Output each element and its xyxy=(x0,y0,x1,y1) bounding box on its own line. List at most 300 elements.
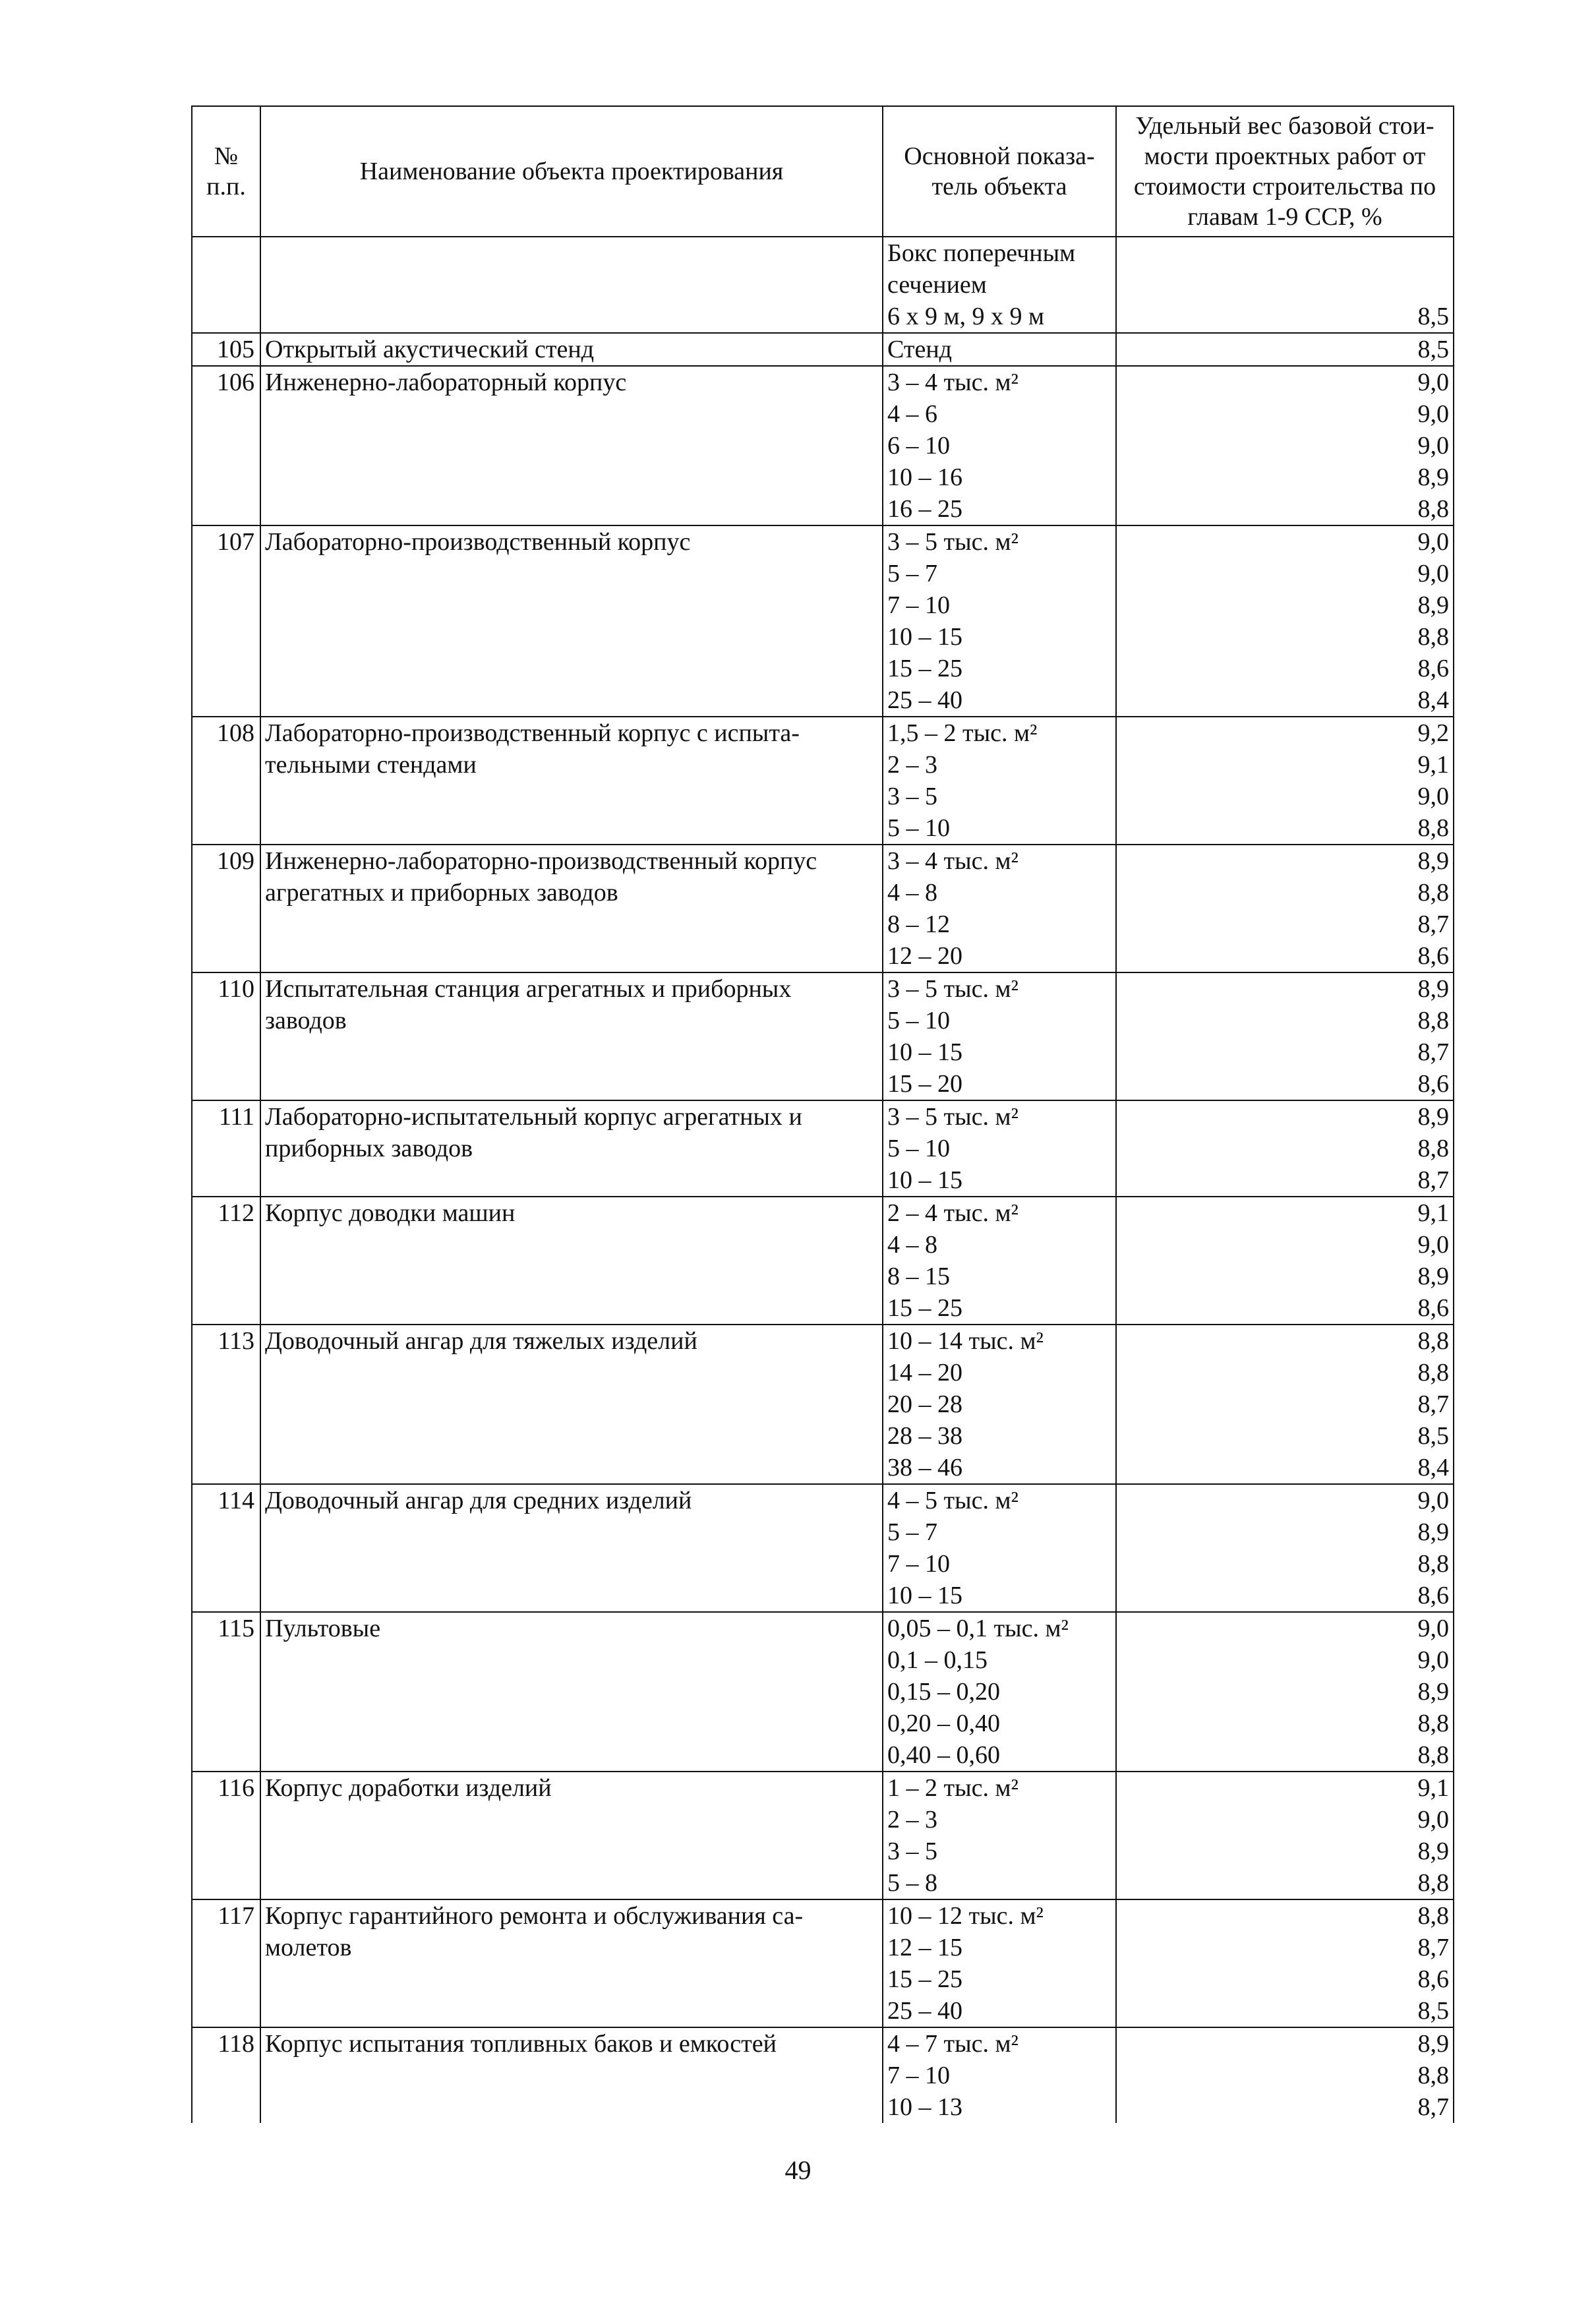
row-indicator: 16 – 25 xyxy=(883,493,1116,525)
row-indicator: 3 – 5 тыс. м² xyxy=(883,972,1116,1005)
row-number: 115 xyxy=(192,1612,260,1644)
row-number xyxy=(192,558,260,589)
row-number xyxy=(192,1804,260,1835)
row-number xyxy=(192,301,260,333)
table-header-row xyxy=(192,106,1454,237)
row-name xyxy=(260,2060,883,2091)
row-indicator: 25 – 40 xyxy=(883,684,1116,717)
row-indicator: 2 – 3 xyxy=(883,749,1116,781)
table-row xyxy=(192,781,1454,812)
row-share: 8,8 xyxy=(1116,1548,1454,1580)
row-name xyxy=(260,1516,883,1548)
row-share: 9,0 xyxy=(1116,525,1454,558)
row-number xyxy=(192,1388,260,1420)
row-name xyxy=(260,684,883,717)
table-row xyxy=(192,749,1454,781)
table-row xyxy=(192,1036,1454,1068)
row-name xyxy=(260,1261,883,1292)
table-row xyxy=(192,1357,1454,1388)
table-row xyxy=(192,1644,1454,1676)
row-indicator: 1 – 2 тыс. м² xyxy=(883,1772,1116,1804)
row-indicator: 10 – 12 тыс. м² xyxy=(883,1899,1116,1932)
row-number xyxy=(192,812,260,845)
row-share: 8,9 xyxy=(1116,462,1454,493)
row-name xyxy=(260,812,883,845)
row-number xyxy=(192,1739,260,1772)
header-num: № п.п. xyxy=(192,106,260,237)
row-number xyxy=(192,1357,260,1388)
table-row xyxy=(192,430,1454,462)
row-name: Открытый акустический стенд xyxy=(260,333,883,366)
row-share: 8,6 xyxy=(1116,1963,1454,1995)
row-share: 8,6 xyxy=(1116,653,1454,684)
row-share: 8,9 xyxy=(1116,1676,1454,1708)
row-indicator: 20 – 28 xyxy=(883,1388,1116,1420)
table-row xyxy=(192,589,1454,621)
row-share: 8,8 xyxy=(1116,877,1454,909)
table-row xyxy=(192,2027,1454,2060)
row-share: 9,0 xyxy=(1116,366,1454,398)
row-share: 8,4 xyxy=(1116,684,1454,717)
row-share: 8,6 xyxy=(1116,940,1454,972)
row-name: приборных заводов xyxy=(260,1133,883,1164)
row-number xyxy=(192,1420,260,1452)
design-cost-table xyxy=(191,105,1454,2123)
row-number xyxy=(192,1229,260,1261)
row-share: 8,9 xyxy=(1116,972,1454,1005)
row-share: 8,5 xyxy=(1116,1995,1454,2027)
row-share: 9,1 xyxy=(1116,1197,1454,1229)
table-row xyxy=(192,2091,1454,2123)
table-row xyxy=(192,812,1454,845)
row-share: 9,0 xyxy=(1116,398,1454,430)
row-name xyxy=(260,237,883,269)
table-row xyxy=(192,333,1454,366)
row-name: Корпус доработки изделий xyxy=(260,1772,883,1804)
row-number xyxy=(192,1452,260,1484)
row-number: 109 xyxy=(192,845,260,877)
table-row xyxy=(192,2060,1454,2091)
table-row xyxy=(192,1739,1454,1772)
table-row xyxy=(192,493,1454,525)
row-name xyxy=(260,589,883,621)
row-name xyxy=(260,1357,883,1388)
table-row xyxy=(192,462,1454,493)
row-indicator: 5 – 10 xyxy=(883,1133,1116,1164)
row-indicator: 7 – 10 xyxy=(883,1548,1116,1580)
row-name xyxy=(260,1292,883,1325)
row-indicator: 3 – 5 xyxy=(883,781,1116,812)
row-number xyxy=(192,237,260,269)
row-share: 8,7 xyxy=(1116,2091,1454,2123)
table-row xyxy=(192,972,1454,1005)
table-row xyxy=(192,1388,1454,1420)
row-indicator: 7 – 10 xyxy=(883,2060,1116,2091)
row-share: 8,5 xyxy=(1116,301,1454,333)
row-number xyxy=(192,940,260,972)
row-indicator: 5 – 10 xyxy=(883,812,1116,845)
row-share: 8,6 xyxy=(1116,1068,1454,1100)
row-share xyxy=(1116,269,1454,301)
table-row xyxy=(192,366,1454,398)
row-share xyxy=(1116,237,1454,269)
row-number: 111 xyxy=(192,1100,260,1133)
row-indicator: 4 – 7 тыс. м² xyxy=(883,2027,1116,2060)
table-row xyxy=(192,1452,1454,1484)
row-indicator: 10 – 14 тыс. м² xyxy=(883,1325,1116,1357)
row-number: 117 xyxy=(192,1899,260,1932)
row-name: заводов xyxy=(260,1005,883,1036)
row-share: 8,9 xyxy=(1116,845,1454,877)
row-share: 8,8 xyxy=(1116,1739,1454,1772)
row-indicator: 10 – 15 xyxy=(883,621,1116,653)
row-number xyxy=(192,621,260,653)
row-number xyxy=(192,589,260,621)
row-share: 8,9 xyxy=(1116,1100,1454,1133)
row-share: 9,0 xyxy=(1116,781,1454,812)
table-row xyxy=(192,717,1454,749)
row-share: 8,8 xyxy=(1116,2060,1454,2091)
row-name xyxy=(260,1420,883,1452)
row-name xyxy=(260,1804,883,1835)
table-row xyxy=(192,1100,1454,1133)
row-name xyxy=(260,940,883,972)
row-share: 8,9 xyxy=(1116,1261,1454,1292)
row-indicator: 2 – 3 xyxy=(883,1804,1116,1835)
row-indicator: 0,1 – 0,15 xyxy=(883,1644,1116,1676)
row-number xyxy=(192,1835,260,1867)
row-number xyxy=(192,1644,260,1676)
row-indicator: 12 – 15 xyxy=(883,1932,1116,1963)
row-name xyxy=(260,1867,883,1899)
row-indicator: 10 – 15 xyxy=(883,1036,1116,1068)
row-name xyxy=(260,430,883,462)
table-row xyxy=(192,1867,1454,1899)
table-row xyxy=(192,301,1454,333)
row-name xyxy=(260,398,883,430)
row-indicator: 3 – 4 тыс. м² xyxy=(883,366,1116,398)
row-indicator: 8 – 15 xyxy=(883,1261,1116,1292)
table-row xyxy=(192,558,1454,589)
row-number xyxy=(192,909,260,940)
table-row xyxy=(192,525,1454,558)
row-share: 8,6 xyxy=(1116,1580,1454,1612)
row-indicator: 38 – 46 xyxy=(883,1452,1116,1484)
row-share: 8,8 xyxy=(1116,1708,1454,1739)
row-name: Корпус доводки машин xyxy=(260,1197,883,1229)
row-indicator: Стенд xyxy=(883,333,1116,366)
table-row xyxy=(192,1516,1454,1548)
table-row xyxy=(192,1899,1454,1932)
table-row xyxy=(192,845,1454,877)
row-name: Испытательная станция агрегатных и приборных xyxy=(260,972,883,1005)
row-name xyxy=(260,1963,883,1995)
row-share: 8,9 xyxy=(1116,2027,1454,2060)
row-share: 8,7 xyxy=(1116,1164,1454,1197)
row-indicator: 6 – 10 xyxy=(883,430,1116,462)
row-name xyxy=(260,301,883,333)
row-name xyxy=(260,1995,883,2027)
row-share: 9,1 xyxy=(1116,1772,1454,1804)
row-number xyxy=(192,877,260,909)
row-name: Лабораторно-производственный корпус с испыта- xyxy=(260,717,883,749)
row-name: Инженерно-лабораторно-производственный корпус xyxy=(260,845,883,877)
row-name xyxy=(260,493,883,525)
header-indicator: Основной показа-тель объекта xyxy=(883,106,1116,237)
row-number xyxy=(192,1068,260,1100)
row-name xyxy=(260,1068,883,1100)
row-number: 107 xyxy=(192,525,260,558)
row-name xyxy=(260,1548,883,1580)
row-indicator: 15 – 25 xyxy=(883,1963,1116,1995)
row-name xyxy=(260,1676,883,1708)
row-share: 8,7 xyxy=(1116,1036,1454,1068)
row-name xyxy=(260,2091,883,2123)
table-row xyxy=(192,1548,1454,1580)
table-row xyxy=(192,1932,1454,1963)
row-name: Пультовые xyxy=(260,1612,883,1644)
row-name: Лабораторно-производственный корпус xyxy=(260,525,883,558)
table-row xyxy=(192,1133,1454,1164)
row-share: 8,8 xyxy=(1116,493,1454,525)
row-indicator: 3 – 5 тыс. м² xyxy=(883,525,1116,558)
row-number xyxy=(192,653,260,684)
row-indicator: 4 – 8 xyxy=(883,877,1116,909)
row-number: 112 xyxy=(192,1197,260,1229)
row-name xyxy=(260,781,883,812)
row-indicator: 0,05 – 0,1 тыс. м² xyxy=(883,1612,1116,1644)
row-name xyxy=(260,653,883,684)
row-share: 9,0 xyxy=(1116,1644,1454,1676)
row-number xyxy=(192,1963,260,1995)
row-indicator: 15 – 20 xyxy=(883,1068,1116,1100)
row-name xyxy=(260,269,883,301)
table-row xyxy=(192,1292,1454,1325)
table-row xyxy=(192,1708,1454,1739)
row-share: 8,6 xyxy=(1116,1292,1454,1325)
row-name xyxy=(260,1036,883,1068)
row-share: 8,8 xyxy=(1116,1899,1454,1932)
row-indicator: 28 – 38 xyxy=(883,1420,1116,1452)
row-indicator: 12 – 20 xyxy=(883,940,1116,972)
row-name: Корпус гарантийного ремонта и обслуживания са- xyxy=(260,1899,883,1932)
table-row xyxy=(192,1835,1454,1867)
row-indicator: сечением xyxy=(883,269,1116,301)
row-share: 8,8 xyxy=(1116,1005,1454,1036)
row-name xyxy=(260,1452,883,1484)
row-number xyxy=(192,1292,260,1325)
table-row xyxy=(192,684,1454,717)
row-name xyxy=(260,1708,883,1739)
row-number: 113 xyxy=(192,1325,260,1357)
row-indicator: 15 – 25 xyxy=(883,1292,1116,1325)
row-indicator: 10 – 16 xyxy=(883,462,1116,493)
row-name xyxy=(260,1644,883,1676)
table-row xyxy=(192,1261,1454,1292)
row-number xyxy=(192,1708,260,1739)
row-number xyxy=(192,749,260,781)
row-indicator: 14 – 20 xyxy=(883,1357,1116,1388)
row-number: 118 xyxy=(192,2027,260,2060)
table-row xyxy=(192,398,1454,430)
row-share: 8,8 xyxy=(1116,1325,1454,1357)
row-share: 8,4 xyxy=(1116,1452,1454,1484)
table-row xyxy=(192,1197,1454,1229)
row-name: Инженерно-лабораторный корпус xyxy=(260,366,883,398)
row-name: Доводочный ангар для средних изделий xyxy=(260,1484,883,1516)
table-row xyxy=(192,1772,1454,1804)
row-number: 116 xyxy=(192,1772,260,1804)
header-share: Удельный вес базовой стои-мости проектных работ от стоимости строительства по главам 1-9 ССР, % xyxy=(1116,106,1454,237)
row-number xyxy=(192,462,260,493)
table-row xyxy=(192,1484,1454,1516)
row-share: 9,0 xyxy=(1116,1229,1454,1261)
row-share: 8,9 xyxy=(1116,589,1454,621)
table-row xyxy=(192,1995,1454,2027)
row-number xyxy=(192,2060,260,2091)
row-share: 8,7 xyxy=(1116,1388,1454,1420)
row-share: 8,5 xyxy=(1116,1420,1454,1452)
table-row xyxy=(192,1164,1454,1197)
row-name xyxy=(260,1835,883,1867)
row-indicator: 7 – 10 xyxy=(883,589,1116,621)
table-row xyxy=(192,653,1454,684)
table-row xyxy=(192,621,1454,653)
row-name xyxy=(260,909,883,940)
table-row xyxy=(192,1229,1454,1261)
table-row xyxy=(192,1068,1454,1100)
row-indicator: 10 – 15 xyxy=(883,1580,1116,1612)
row-number xyxy=(192,1036,260,1068)
row-number: 110 xyxy=(192,972,260,1005)
row-indicator: 5 – 10 xyxy=(883,1005,1116,1036)
row-share: 9,2 xyxy=(1116,717,1454,749)
table-row xyxy=(192,1005,1454,1036)
row-number xyxy=(192,1580,260,1612)
row-name xyxy=(260,1388,883,1420)
row-indicator: 4 – 8 xyxy=(883,1229,1116,1261)
row-indicator: 3 – 5 xyxy=(883,1835,1116,1867)
row-number xyxy=(192,1867,260,1899)
table-row xyxy=(192,1963,1454,1995)
row-number: 114 xyxy=(192,1484,260,1516)
row-share: 9,0 xyxy=(1116,1612,1454,1644)
row-indicator: 5 – 7 xyxy=(883,1516,1116,1548)
table-row xyxy=(192,909,1454,940)
row-share: 9,0 xyxy=(1116,430,1454,462)
row-indicator: 8 – 12 xyxy=(883,909,1116,940)
header-name: Наименование объекта проектирования xyxy=(260,106,883,237)
row-indicator: 15 – 25 xyxy=(883,653,1116,684)
row-indicator: 4 – 5 тыс. м² xyxy=(883,1484,1116,1516)
row-indicator: 1,5 – 2 тыс. м² xyxy=(883,717,1116,749)
row-number xyxy=(192,1995,260,2027)
row-share: 8,5 xyxy=(1116,333,1454,366)
row-name: агрегатных и приборных заводов xyxy=(260,877,883,909)
table-row xyxy=(192,1420,1454,1452)
row-number xyxy=(192,1261,260,1292)
row-name: тельными стендами xyxy=(260,749,883,781)
row-share: 8,9 xyxy=(1116,1516,1454,1548)
row-share: 9,0 xyxy=(1116,1804,1454,1835)
row-share: 8,7 xyxy=(1116,909,1454,940)
table-row xyxy=(192,1612,1454,1644)
row-indicator: 0,15 – 0,20 xyxy=(883,1676,1116,1708)
row-indicator: 0,40 – 0,60 xyxy=(883,1739,1116,1772)
row-share: 8,8 xyxy=(1116,1867,1454,1899)
row-share: 8,7 xyxy=(1116,1932,1454,1963)
page-number: 49 xyxy=(784,2155,812,2185)
row-indicator: 2 – 4 тыс. м² xyxy=(883,1197,1116,1229)
row-share: 9,0 xyxy=(1116,1484,1454,1516)
row-number: 106 xyxy=(192,366,260,398)
row-share: 9,0 xyxy=(1116,558,1454,589)
row-share: 8,8 xyxy=(1116,1133,1454,1164)
row-share: 8,8 xyxy=(1116,1357,1454,1388)
row-number xyxy=(192,1676,260,1708)
table-row xyxy=(192,237,1454,269)
row-indicator: 5 – 8 xyxy=(883,1867,1116,1899)
row-name: молетов xyxy=(260,1932,883,1963)
row-number xyxy=(192,493,260,525)
row-number xyxy=(192,1133,260,1164)
row-indicator: 10 – 15 xyxy=(883,1164,1116,1197)
table-row xyxy=(192,269,1454,301)
row-indicator: 5 – 7 xyxy=(883,558,1116,589)
row-indicator: 10 – 13 xyxy=(883,2091,1116,2123)
row-indicator: 3 – 5 тыс. м² xyxy=(883,1100,1116,1133)
row-share: 8,9 xyxy=(1116,1835,1454,1867)
row-number xyxy=(192,269,260,301)
table-row xyxy=(192,940,1454,972)
row-number xyxy=(192,2091,260,2123)
row-name: Корпус испытания топливных баков и емкостей xyxy=(260,2027,883,2060)
row-name: Доводочный ангар для тяжелых изделий xyxy=(260,1325,883,1357)
row-name xyxy=(260,1164,883,1197)
row-number xyxy=(192,781,260,812)
row-name xyxy=(260,1580,883,1612)
table-row xyxy=(192,877,1454,909)
row-name xyxy=(260,462,883,493)
table-row xyxy=(192,1804,1454,1835)
table-row xyxy=(192,1325,1454,1357)
table-row xyxy=(192,1676,1454,1708)
row-indicator: 0,20 – 0,40 xyxy=(883,1708,1116,1739)
row-number xyxy=(192,1164,260,1197)
row-number xyxy=(192,1005,260,1036)
row-number: 108 xyxy=(192,717,260,749)
row-indicator: 25 – 40 xyxy=(883,1995,1116,2027)
row-name: Лабораторно-испытательный корпус агрегатных и xyxy=(260,1100,883,1133)
row-indicator: 3 – 4 тыс. м² xyxy=(883,845,1116,877)
table-row xyxy=(192,1580,1454,1612)
row-number xyxy=(192,1516,260,1548)
row-number xyxy=(192,1548,260,1580)
row-number: 105 xyxy=(192,333,260,366)
row-name xyxy=(260,558,883,589)
row-number xyxy=(192,398,260,430)
row-number xyxy=(192,684,260,717)
row-name xyxy=(260,1229,883,1261)
row-name xyxy=(260,1739,883,1772)
row-number xyxy=(192,1932,260,1963)
row-name xyxy=(260,621,883,653)
row-share: 8,8 xyxy=(1116,621,1454,653)
row-indicator: Бокс поперечным xyxy=(883,237,1116,269)
row-number xyxy=(192,430,260,462)
table-body xyxy=(192,237,1454,2123)
row-indicator: 6 х 9 м, 9 х 9 м xyxy=(883,301,1116,333)
